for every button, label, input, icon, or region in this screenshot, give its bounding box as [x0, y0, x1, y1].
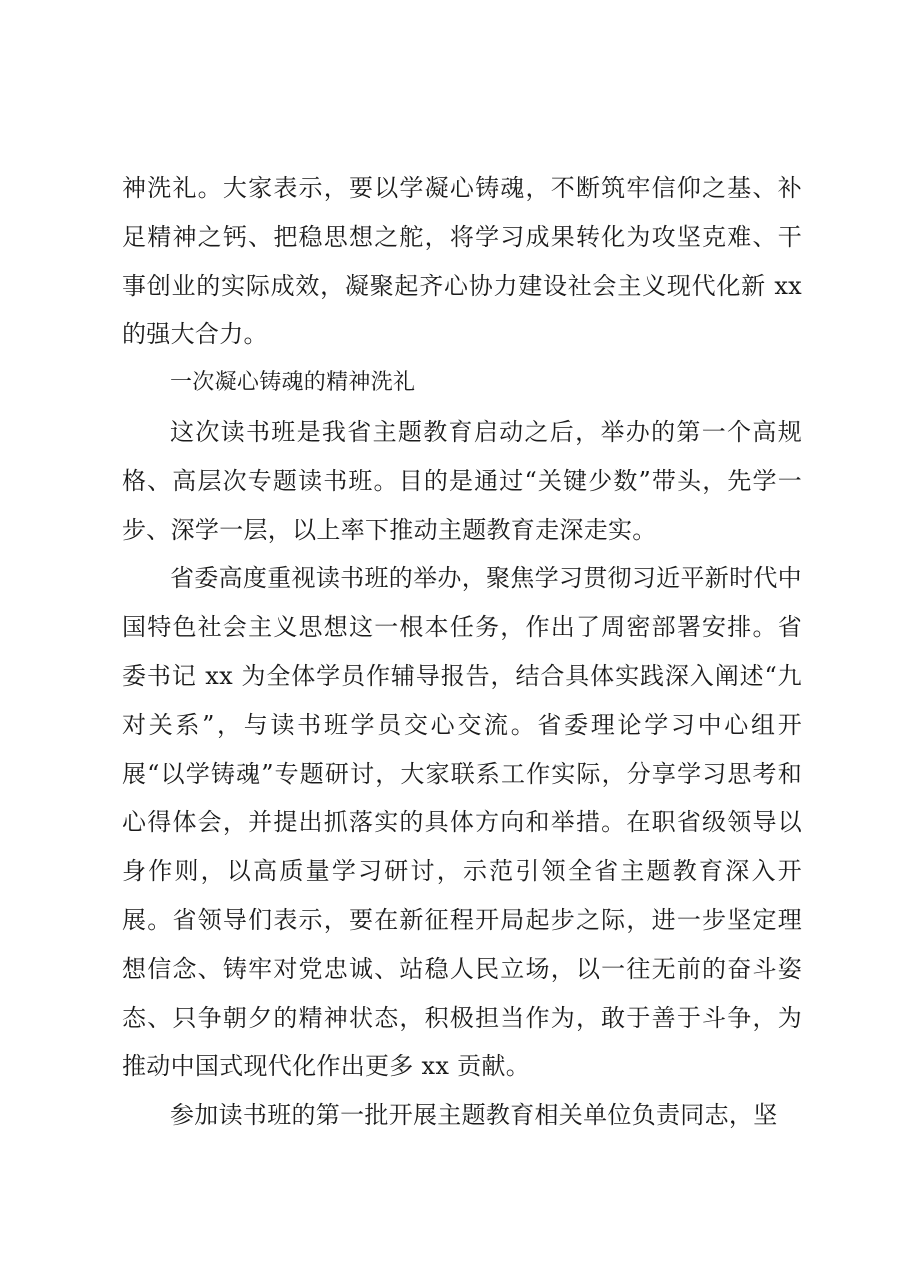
paragraph: 这次读书班是我省主题教育启动之后，举办的第一个高规格、高层次专题读书班。目的是通过“关键少数”带头，先学一步、深学一层，以上率下推动主题教育走深走实。 [122, 417, 802, 544]
paragraph: 参加读书班的第一批开展主题教育相关单位负责同志，坚 [170, 1101, 778, 1130]
section-heading: 一次凝心铸魂的精神洗礼 [170, 370, 416, 396]
paragraph-continuation: 神洗礼。大家表示，要以学凝心铸魂，不断筑牢信仰之基、补足精神之钙、把稳思想之舵，将学习成果转化为攻坚克难、干事创业的实际成效，凝聚起齐心协力建设社会主义现代化新 xx 的强大合力。 [122, 174, 802, 349]
document-body [122, 164, 802, 1140]
paragraph: 省委高度重视读书班的举办，聚焦学习贯彻习近平新时代中国特色社会主义思想这一根本任务，作出了周密部署安排。省委书记 xx 为全体学员作辅导报告，结合具体实践深入阐述“九对关系”，与读书班学员交心交流。省委理论学习中心组开展“以学铸魂”专题研讨，大家联系工作实际，分享学习思考和心得体会，并提出抓落实的具体方向和举措。在职省级领导以身作则，以高质量学习研讨，示范引领全省主题教育深入开展。省领导们表示，要在新征程开局起步之际，进一步坚定理想信念、铸牢对党忠诚、站稳人民立场，以一往无前的奋斗姿态、只争朝夕的精神状态，积极担当作为，敢于善于斗争，为推动中国式现代化作出更多 xx 贡献。 [122, 564, 802, 1081]
